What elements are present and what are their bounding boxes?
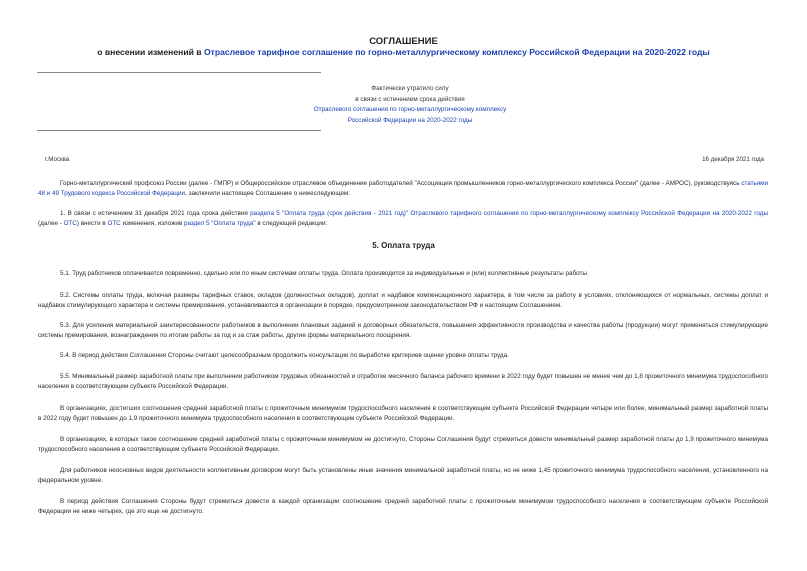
signing-place: г.Москва xyxy=(45,156,70,163)
preamble-text-end: , заключили настоящее Соглашение о нижеследующем: xyxy=(185,190,351,197)
section-5-reference-link[interactable]: раздела 5 "Оплата труда (срок действия - 2021 год)" Отраслевого тарифного соглашения по горно-металлургическому комплексу Российской Федерации на 2020-2022 годы xyxy=(250,210,768,217)
paragraph-5-2: 5.2. Системы оплаты труда, включая размеры тарифных ставок, окладов (должностных окладов), доплат и надбавок компенсационного характера, в том числе за работу в условиях, отклоняющихся от нормальных, системы доплат и надбавок стимулирующего характера и системы премирования, устанавливаются в организации в порядке, предусмотренном законодательством РФ и настоящим Соглашением. xyxy=(38,292,768,309)
ots-link-2[interactable]: ОТС xyxy=(107,220,121,227)
paragraph-5-5-b: В организациях, достигших соотношения средней заработной платы с прожиточным минимумом трудоспособного населения в соответствующем субъекте Российской Федерации четыре или более, минимальный размер заработной платы в 2022 году будет повышен до 1,9 прожиточного минимума трудоспособного населения в соответствующем субъекте Российской Федерации. xyxy=(38,405,768,422)
status-line-1: Фактически утратило силу xyxy=(371,85,449,92)
clause-1-text: 1. В связи с истечением 31 декабря 2021 года срока действия xyxy=(60,210,251,217)
paragraph-5-5-c: В организациях, в которых такое соотношение средней заработной платы с прожиточным минимумом не достигнуто, Стороны Соглашения будут стремиться довести минимальный размер заработной платы до 1,9 прожиточного минимума трудоспособного населения в соответствующем субъекте Российской Федерации. xyxy=(38,436,768,453)
signing-date: 16 декабря 2021 года xyxy=(702,156,764,163)
document-title: СОГЛАШЕНИЕ xyxy=(369,36,438,47)
status-top-divider xyxy=(37,72,321,73)
preamble-paragraph xyxy=(38,179,768,199)
status-line-2: в связи с истечением срока действия xyxy=(355,95,465,103)
paragraph-5-5: 5.5. Минимальный размер заработной платы при выполнении работником трудовых обязанностей и отработке месячного баланса рабочего времени в 2022 году будет повышен не менее чем до 1,8 прожиточного минимума трудоспособного населения в соответствующем субъекте Российской Федерации. xyxy=(38,373,768,390)
preamble-text: Горно-металлургический профсоюз России (далее - ГМПР) и Общероссийское отраслевое объединение работодателей "Ассоциация промышленников горно-металлургического комплекса России" (далее - АМРОС), руководствуясь xyxy=(60,180,742,187)
paragraph-5-5-e: В период действия Соглашения Стороны будут стремиться довести в каждой организации соотношение средней заработной платы с прожиточным минимумом трудоспособного населения в соответствующем субъекте Российской Федерации не ниже четырех, где это еще не достигнуто. xyxy=(38,498,768,515)
status-note xyxy=(280,84,540,126)
clause-1-text-4: изменения, изложив xyxy=(120,220,184,227)
clause-1-text-5: в следующей редакции: xyxy=(255,220,328,227)
document-subtitle xyxy=(0,47,807,58)
clause-1-paragraph xyxy=(38,209,768,229)
ots-link[interactable]: ОТС xyxy=(63,220,77,227)
status-link-line-4[interactable]: Российской Федерации на 2020-2022 годы xyxy=(347,116,473,124)
clause-1-text-2: (далее - xyxy=(38,220,64,227)
paragraph-5-1: 5.1. Труд работников оплачивается повременно, сдельно или по иным системам оплаты труда. Оплата производится за индивидуальные и (или) коллективные результаты работы. xyxy=(60,270,589,277)
section-heading: 5. Оплата труда xyxy=(372,241,435,250)
subtitle-prefix: о внесении изменений в xyxy=(97,47,204,57)
clause-1-text-3: ) внести в xyxy=(76,220,108,227)
status-link-line-3[interactable]: Отраслевого соглашения по горно-металлургическому комплексу xyxy=(313,106,507,113)
paragraph-5-3: 5.3. Для усиления материальной заинтересованности работников в выполнении плановых заданий и договорных обязательств, повышения эффективности производства и качества работы (продукции) могут применяться стимулирующие системы премирования, вознаграждения по итогам работы за год и за стаж работы, другие формы материального поощрения. xyxy=(38,322,768,339)
status-bottom-divider xyxy=(37,130,321,131)
labor-code-link[interactable]: статьями 48 и 49 Трудового кодекса Российской Федерации xyxy=(38,180,768,197)
subtitle-agreement-link[interactable]: Отраслевое тарифное соглашение по горно-металлургическому комплексу Российской Федерации на 2020-2022 годы xyxy=(203,47,710,57)
paragraph-5-5-d: Для работников неосновных видов деятельности коллективным договором могут быть установлены иные значения минимальной заработной платы, но не ниже 1,45 прожиточного минимума трудоспособного населения, установленного на федеральном уровне. xyxy=(38,467,768,484)
section-5-link[interactable]: раздел 5 "Оплата труда" xyxy=(183,220,256,227)
paragraph-5-4: 5.4. В период действия Соглашения Стороны считают целесообразным продолжить консультации по выработке критериев оценки уровня оплаты труда. xyxy=(60,352,509,359)
